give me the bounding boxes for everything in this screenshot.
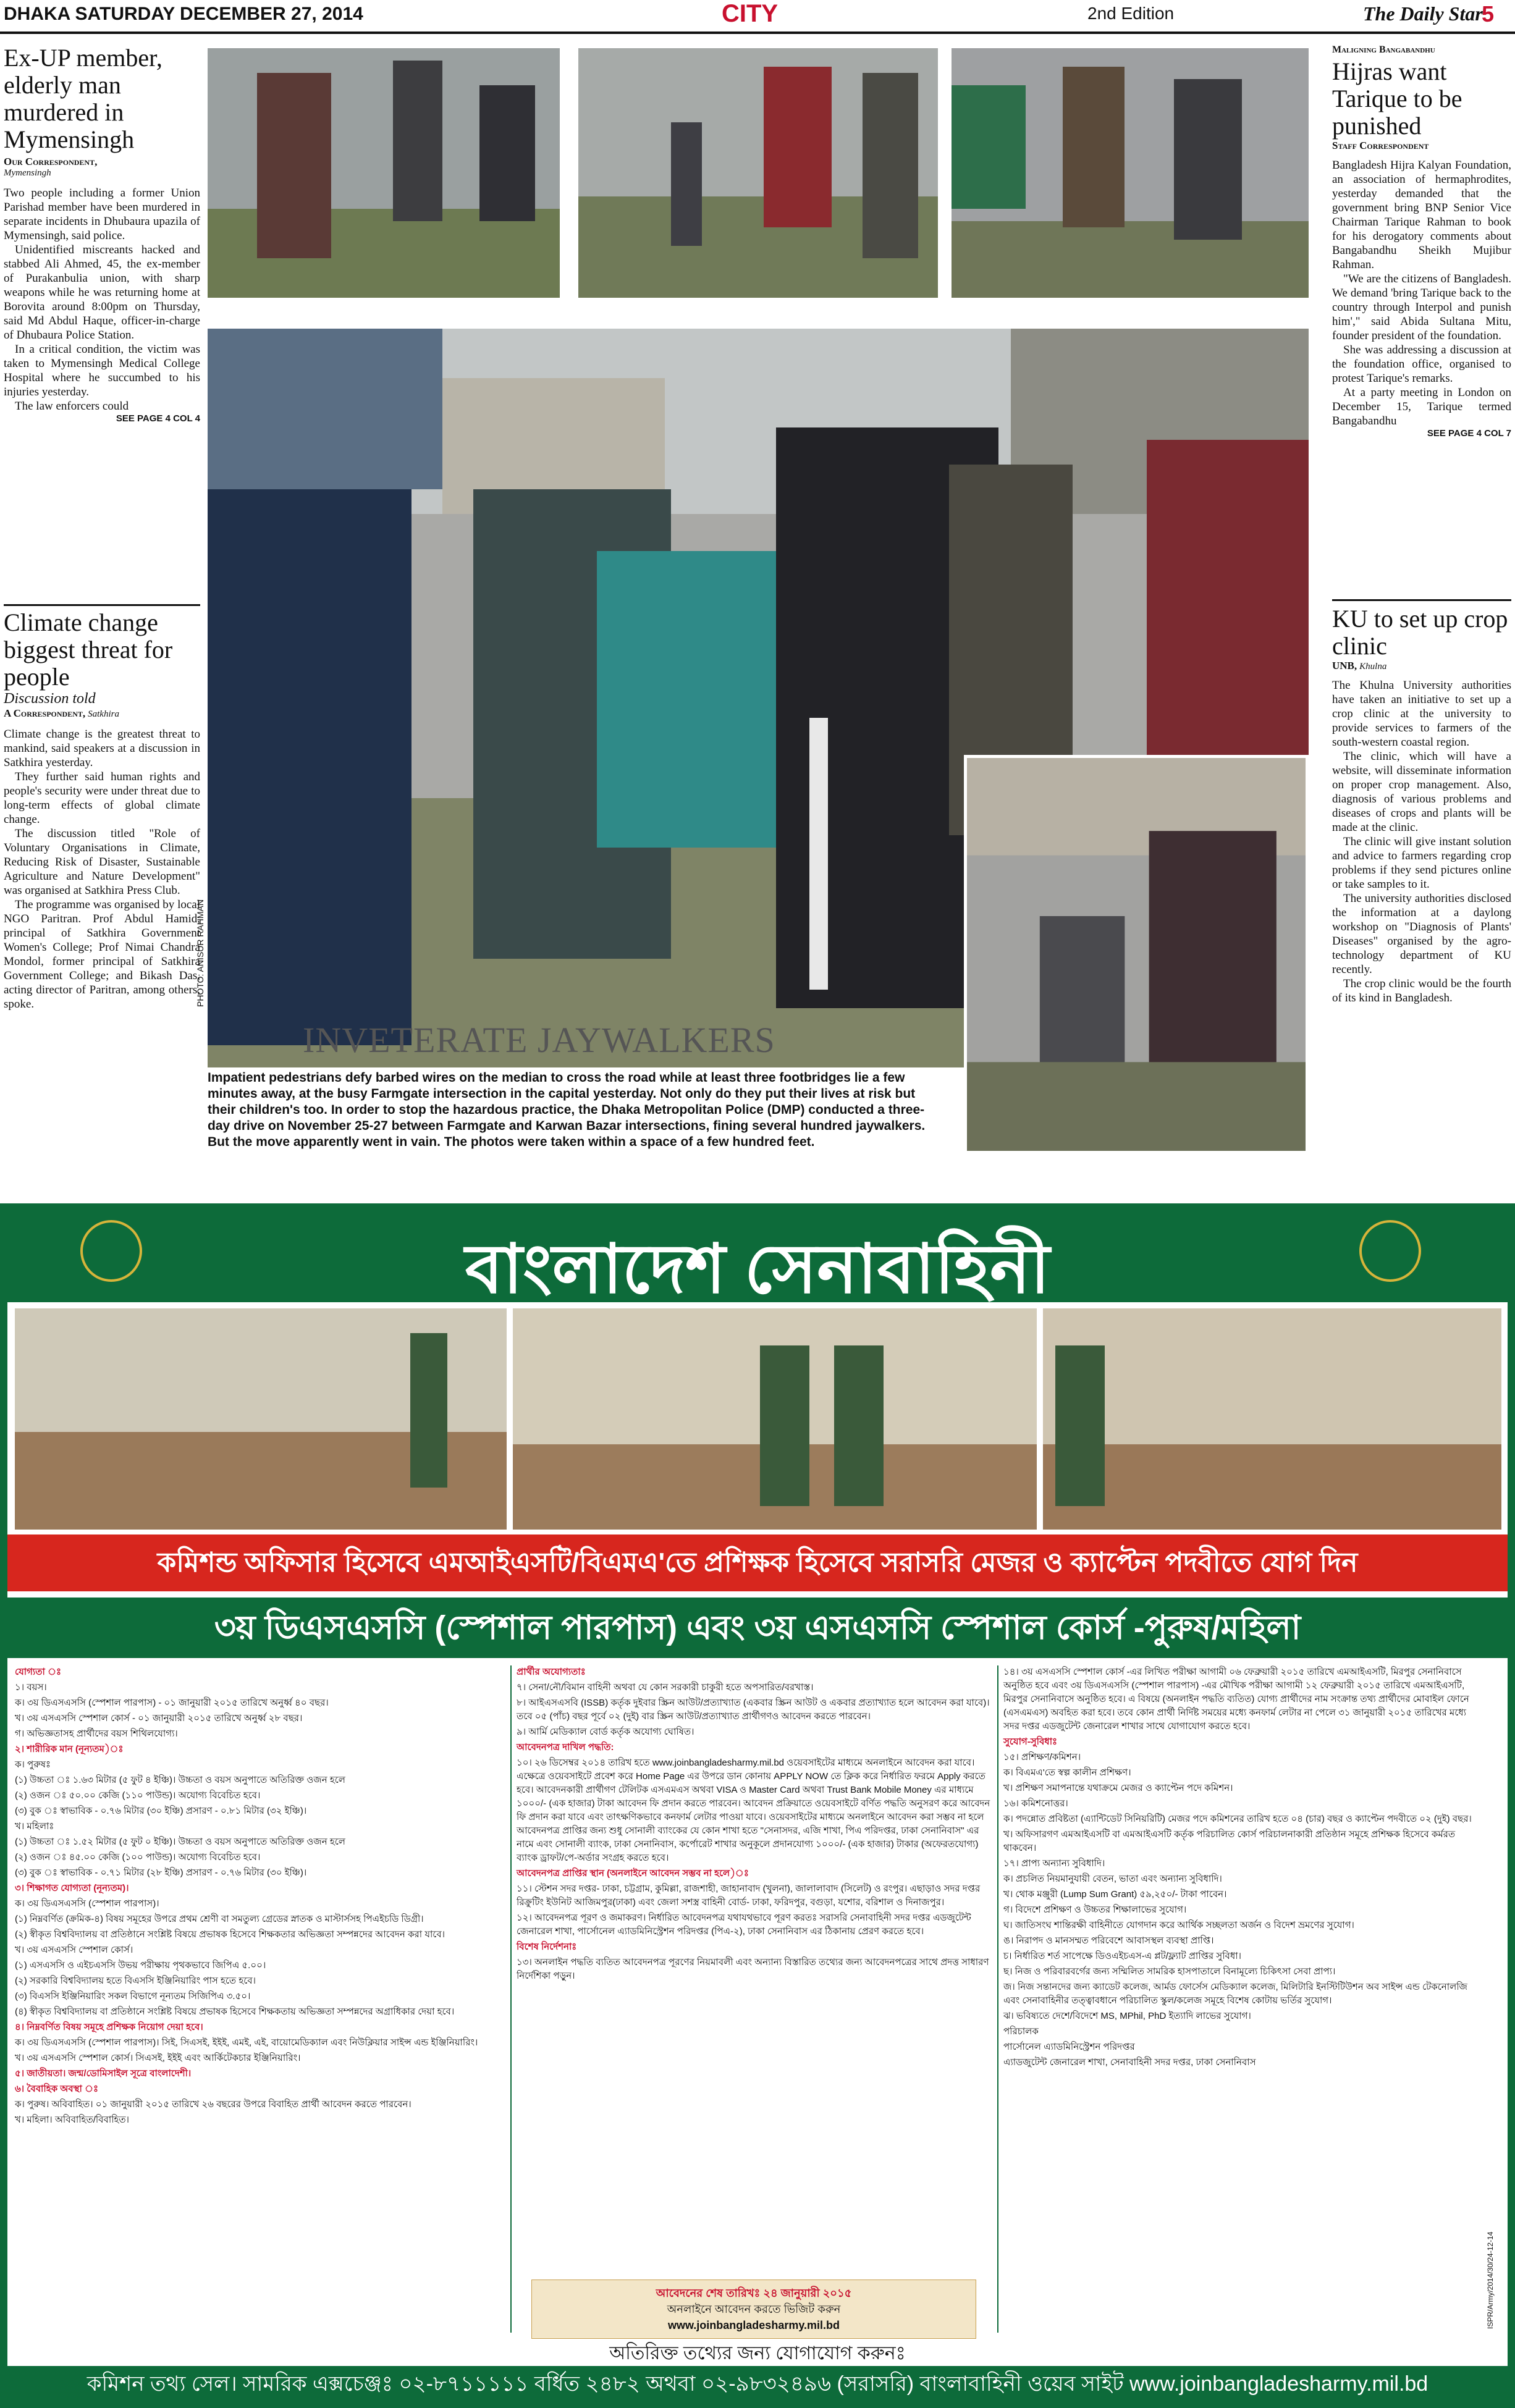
subhead: Discussion told (4, 691, 96, 707)
right-story-2 (1332, 605, 1511, 1005)
ad-line: (৩) বিএসসি ইঞ্জিনিয়ারিং সকল বিভাগে নূন্যতম সিজিপিএ ৩.৫০। (15, 1991, 251, 2002)
ad-line: (২) ওজন ঃ ৪৫.০০ কেজি (১০০ পাউন্ড)। অযোগ্য বিবেচিত হবে। (15, 1852, 261, 1863)
paragraph: The Khulna University authorities have taken an initiative to set up a crop clinic at the university to provide services to farmers of the south-western coastal region. (1332, 679, 1511, 749)
ad-line: খ। ৩য় এসএসসি স্পেশাল কোর্স। সিএসই, ইইই এবং আর্কিটেকচার ইঞ্জিনিয়ারিং। (15, 2053, 301, 2063)
masthead-date: DHAKA SATURDAY DECEMBER 27, 2014 (4, 4, 363, 24)
headline: Hijras want Tarique to be punished (1332, 57, 1462, 140)
ad-line: ১২। আবেদনপত্র পূরণ ও জমাকরণ। নির্ধারিত আবেদনপত্র যথাযথভাবে পূরণ করতঃ সরাসরি সেনাবাহিনী সদর দপ্তর এডজুটেন্ট জেনারেল শাখা, পার্সোনেল এ্যাডমিনিস্ট্রেশন পরিদপ্তর (পিএ-২), ঢাকা সেনানিবাস এর ঠিকানায় প্রেরণ করতে হবে। (517, 1913, 971, 1937)
ad-line: ক। পদন্নোত প্রবিষ্টতা (এ্যান্টিডেট সিনিয়রিটি) মেজর পদে কমিশনের তারিখ হতে ০৪ (চার) বছর ও ক্যাপ্টেন পদবীতে ০২ (দুই) বছর। (1003, 1814, 1472, 1824)
ad-line: ঝ। ভবিষ্যতে দেশে/বিদেশে MS, MPhil, PhD ইত্যাদি লাভের সুযোগ। (1003, 2011, 1251, 2021)
paragraph: They further said human rights and people's security were under threat due to long-term effects of global climate change. (4, 770, 200, 826)
jump-link[interactable]: SEE PAGE 4 COL 4 (116, 413, 200, 424)
ad-line: গ। বিদেশে প্রশিক্ষণ ও উচ্চতর শিক্ষালাভের সুযোগ। (1003, 1905, 1187, 1915)
paragraph: The clinic, which will have a website, will disseminate information on proper crop management. Also, diagnosis of various problems and diseases of crops and plants will be made at the clinic. (1332, 750, 1511, 834)
contact-line: কমিশন তথ্য সেল। সামরিক এক্সচেঞ্জঃ ০২-৮৭১১১১১ বর্ধিত ২৪৮২ অথবা ০২-৯৮৩২৪৯৬ (সরাসরি) বাংলাবাহিনী ওয়েব সাইট www.joinbangladesharmy.mil.bd (7, 2366, 1508, 2402)
photo-jaywalker-1 (208, 48, 560, 298)
ad-line: ক। ৩য় ডিএসএসসি (স্পেশাল পারপাস)। সিই, সিএসই, ইইই, এমই, এই, বায়োমেডিক্যাল এবং নিউক্লিয়ার সাইন্স এন্ড ইঞ্জিনিয়ারিং। (15, 2037, 478, 2048)
deadline-date: আবেদনের শেষ তারিখঃ ২৪ জানুয়ারী ২০১৫ (656, 2287, 852, 2299)
story-body (4, 727, 200, 1011)
page-number: 5 (1482, 1, 1495, 27)
ad-section-heading: ৬। বৈবাহিক অবস্থা ঃ (15, 2084, 99, 2094)
ad-line: ১৫। প্রশিক্ষণ/কমিশন। (1003, 1752, 1081, 1762)
section-name: CITY (722, 0, 779, 27)
ad-section-heading: ২। শারীরিক মান (নূন্যতম)ঃ (15, 1744, 124, 1754)
paragraph: The crop clinic would be the fourth of its kind in Bangladesh. (1332, 977, 1511, 1004)
ad-section-heading: যোগ্যতা ঃ (15, 1667, 62, 1677)
ad-line: ক। প্রচলিত নিয়মানুযায়ী বেতন, ভাতা এবং অন্যান্য সুবিধাদি। (1003, 1874, 1222, 1884)
divider (1332, 599, 1511, 601)
paragraph: The clinic will give instant solution and advice to farmers regarding crop problems if they send pictures online or take samples to it. (1332, 835, 1511, 891)
ad-line: ক। পুরুষঃ (15, 1759, 51, 1770)
ad-title: বাংলাদেশ সেনাবাহিনী (465, 1231, 1050, 1307)
divider (510, 1665, 512, 2333)
ad-line: ৮। আইএসএসবি (ISSB) কর্তৃক দুইবার স্ক্রিন আউট/প্রত্যাখ্যাত (একবার স্ক্রিন আউট ও একবার প্রত্যাখ্যাত হলে আবেদন করা যাবে)। তবে ০৫ (পাঁচ) বছর পূর্বে ০২ (দুই) বার স্ক্রিন আউট/প্রত্যাখ্যাত প্রার্থীগণও আবেদন করতে পারবেন। (517, 1698, 990, 1722)
paragraph: The law enforcers could (15, 400, 129, 413)
story-body (4, 186, 200, 413)
ad-line: ৯। আর্মি মেডিক্যাল বোর্ড কর্তৃক অযোগ্য ঘোষিত। (517, 1727, 694, 1737)
ad-line: (২) স্বীকৃত বিশ্ববিদ্যালয় বা প্রতিষ্ঠানে সংশ্লিষ্ট বিষয়ে প্রভাষক হিসেবে শিক্ষকতার অভিজ্ঞতা সম্পন্নদের আবেদন করা যাবে। (15, 1929, 445, 1940)
ad-line: (৪) স্বীকৃত বিশ্ববিদ্যালয় বা প্রতিষ্ঠানে সংশ্লিষ্ট বিষয়ে প্রভাষক হিসেবে শিক্ষকতায় অভিজ্ঞতা সম্পন্নদের অগ্রাধিকার দেয়া হবে। (15, 2006, 455, 2017)
story-body (1332, 158, 1511, 428)
deadline-box (531, 2280, 976, 2339)
photo-jaywalker-inset (964, 755, 1309, 1154)
byline: UNB, (1332, 660, 1357, 671)
divider (4, 604, 200, 606)
paragraph: The programme was organised by local NGO Paritran. Prof Abdul Hamid, principal of Satkhira Government Women's College; Prof Nimai Chandra Mondol, former principal of Satkhira Government College; and Bikash Das, acting director of Paritran, among others, spoke. (4, 898, 200, 1011)
ad-line: চ। নির্ধারিত শর্ত সাপেক্ষে ডিওএইচএস-এ প্লট/ফ্ল্যাট প্রাপ্তির সুবিধা। (1003, 1951, 1241, 1961)
ispr-code: ISPR/Army/2014/30/24-12-14 (1486, 2231, 1495, 2329)
ad-line: খ। প্রশিক্ষণ সমাপনান্তে যথাক্রমে মেজর ও ক্যাপ্টেন পদে কমিশন। (1003, 1783, 1233, 1793)
ad-line: ঘ। জাতিসংঘ শান্তিরক্ষী বাহিনীতে যোগদান করে আর্থিক সচ্ছলতা অর্জন ও বিদেশ ভ্রমণের সুযোগ। (1003, 1920, 1354, 1930)
ad-line: ১১। স্টেশন সদর দপ্তর- ঢাকা, চট্টগ্রাম, কুমিল্লা, রাজশাহী, জাহানাবাদ (খুলনা), জালালাবাদ (সিলেট) ও রংপুর। এছাড়াও সদর দপ্তর রিক্রুটিং ইউনিট আজিমপুর(ঢাকা) এবং জেলা সশস্ত্র বাহিনী বোর্ড- ঢাকা, ফরিদপুর, বগুড়া, যশোর, বরিশাল ও দিনাজপুর। (517, 1884, 981, 1908)
ad-line: ১৪। ৩য় এসএসসি স্পেশাল কোর্স -এর লিখিত পরীক্ষা আগামী ০৬ ফেব্রুয়ারী ২০১৫ তারিখে এমআইএসটি, মিরপুর সেনানিবাসে অনুষ্ঠিত হবে এবং ৩য় ডিএসএসসি (স্পেশাল পারপাস) -এর মৌখিক পরীক্ষা আগামী ১২ ফেব্রুয়ারী ২০১৫ তারিখে এমআইএসটি, মিরপুর সেনানিবাসে অনুষ্ঠিত হবে। এ বিষয়ে (অনলাইন পদ্ধতি ব্যতিত) যোগ্য প্রার্থীদের নাম সংক্রান্ত তথ্য প্রার্থীদের মোবাইল ফোনে (এসএমএস) অবহিত করা হবে। তবে কোন প্রার্থী নির্দিষ্ট সময়ের মধ্যে কনফার্ম লেটার না পেলে ৩১ জানুয়ারী ২০১৫ তারিখের মধ্যে সদর দপ্তর এডজুটেন্ট জেনারেল শাখার সাথে যোগাযোগ করতে হবে। (1003, 1667, 1469, 1732)
byline: Staff Correspondent (1332, 140, 1429, 151)
ad-line: এ্যাডজুটেন্ট জেনারেল শাখা, সেনাবাহিনী সদর দপ্তর, ঢাকা সেনানিবাস (1003, 2057, 1256, 2068)
paragraph: Climate change is the greatest threat to mankind, said speakers at a discussion in Satkhira yesterday. (4, 728, 200, 769)
paper-logo: The Daily Star (1363, 2, 1483, 25)
photo-credit: PHOTO: ANISUR RAHMAN (195, 899, 205, 1007)
ad-line: ক। বিএমএ'তে স্বল্প কালীন প্রশিক্ষণ। (1003, 1767, 1131, 1778)
ad-section-heading: সুযোগ-সুবিধাঃ (1003, 1737, 1058, 1747)
ad-line: খ। মহিলা। অবিবাহিত/বিবাহিত। (15, 2115, 129, 2125)
ad-line: খ। মহিলাঃ (15, 1821, 54, 1832)
paragraph: At a party meeting in London on December 15, Tarique termed Bangabandhu (1332, 386, 1511, 427)
ad-line: (২) ওজন ঃ ৫০.০০ কেজি (১১০ পাউন্ড)। অযোগ্য বিবেচিত হবে। (15, 1790, 261, 1801)
deadline-instruction: অনলাইনে আবেদন করতে ভিজিট করুন (667, 2303, 841, 2315)
ad-line: খ। থোক মঞ্জুরী (Lump Sum Grant) ৫৯,২৫০/- টাকা পাবেন। (1003, 1889, 1227, 1900)
headline: Climate change biggest threat for people (4, 608, 173, 691)
paragraph: Unidentified miscreants hacked and stabbed Ali Ahmed, 45, the ex-member of Purakanbulia union, with sharp weapons while he was returning home at Borovita around 8:00pm on Thursday, said Md Abdul Haque, officer-in-charge of Dhubaura Police Station. (4, 243, 200, 342)
jump-link[interactable]: SEE PAGE 4 COL 7 (1427, 428, 1511, 439)
ad-red-banner: কমিশন্ড অফিসার হিসেবে এমআইএসটি/বিএমএ'তে প্রশিক্ষক হিসেবে সরাসরি মেজর ও ক্যাপ্টেন পদবীতে যোগ দিন (7, 1534, 1508, 1591)
paragraph: She was addressing a discussion at the foundation office, organised to protest Tarique's remarks. (1332, 343, 1511, 385)
left-story-1 (4, 44, 200, 424)
ad-line: ৭। সেনা/নৌ/বিমান বাহিনী অথবা যে কোন সরকারী চাকুরী হতে অপসারিত/বরখাস্ত। (517, 1682, 814, 1693)
ad-line: ১। বয়স। (15, 1682, 47, 1693)
photo-jaywalker-3 (952, 48, 1309, 298)
ad-line: ঙ। নিরাপদ ও মানসম্মত পরিবেশে আবাসস্থল ব্যবস্থা প্রাপ্তি। (1003, 1935, 1214, 1946)
ad-line: ১৬। কমিশনোত্তর। (1003, 1798, 1068, 1809)
ad-line: জ। নিজ সন্তানদের জন্য ক্যাডেট কলেজ, আর্মড ফোর্সেস মেডিক্যাল কলেজ, মিলিটারি ইনস্টিটিউশন অব সাইন্স এন্ড টেকনোলজি এবং সেনাবাহিনীর তত্ত্বাবধানে পরিচালিত স্কুল/কলেজ সমূহে বিশেষ কোটায় ভর্তির সুযোগ। (1003, 1982, 1467, 2006)
ad-section-heading: বিশেষ নির্দেশনাঃ (517, 1942, 577, 1952)
ad-line: ১৩। অনলাইন পদ্ধতি ব্যতিত আবেদনপত্র পূরণের নিয়মাবলী এবং অন্যান্য বিস্তারিত তথ্যের জন্য আবেদনপত্রের সাথে প্রদত্ত সাধারণ নির্দেশিকা পড়ুন। (517, 1957, 989, 1981)
ad-line: ছ। নিজ ও পরিবারবর্গের জন্য সম্মিলিত সামরিক হাসপাতালে বিনামূল্যে চিকিৎসা সেবা প্রাপ্য। (1003, 1966, 1336, 1977)
ad-line: পার্সোনেল এ্যাডমিনিস্ট্রেশন পরিদপ্তর (1003, 2042, 1135, 2052)
ad-line: (৩) বুক ঃ স্বাভাবিক - ০.৭৬ মিটার (৩০ ইঞ্চি) প্রসারণ - ০.৮১ মিটার (৩২ ইঞ্চি)। (15, 1806, 307, 1816)
byline-place: Satkhira (88, 709, 119, 719)
ad-line: (৩) বুক ঃ স্বাভাবিক - ০.৭১ মিটার (২৮ ইঞ্চি) প্রসারণ - ০.৭৬ মিটার (৩০ ইঞ্চি)। (15, 1867, 307, 1878)
ad-line: পরিচালক (1003, 2026, 1039, 2037)
story-body (1332, 678, 1511, 1005)
ad-column-2 (517, 1665, 992, 1985)
deadline-website-link[interactable]: www.joinbangladesharmy.mil.bd (667, 2319, 840, 2331)
byline-place: Khulna (1359, 662, 1387, 671)
paragraph: The discussion titled "Role of Voluntary Organisations in Climate, Reducing Risk of Disaster, Sustainable Agriculture and Nature Development" was organised at Satkhira Press Club. (4, 827, 200, 897)
photo-title: INVETERATE JAYWALKERS (303, 1020, 775, 1060)
paragraph: In a critical condition, the victim was taken to Mymensingh Medical College Hospital where he succumbed to his injuries yesterday. (4, 343, 200, 398)
headline: KU to set up crop clinic (1332, 605, 1508, 660)
paragraph: The university authorities disclosed the information at a daylong workshop on "Diagnosis of Plants' Diseases" organised by the agro-technology department of KU recently. (1332, 892, 1511, 976)
ad-section-heading: আবেদনপত্র প্রাপ্তির স্থান (অনলাইনে আবেদন সম্ভব না হলে)ঃ (517, 1868, 749, 1879)
ad-line: (১) উচ্চতা ঃ ১.৫২ মিটার (৫ ফুট ০ ইঞ্চি)। উচ্চতা ও বয়স অনুপাতে অতিরিক্ত ওজন হলে (15, 1837, 345, 1847)
ad-column-3 (1003, 1665, 1479, 2071)
ad-line: খ। অফিসারগণ এমআইএসটি বা এমআইএসটি কর্তৃক পরিচালিত কোর্স পরিচালনাকারী প্রতিষ্ঠান সমূহে প্রশিক্ষক হিসেবে কর্মরত থাকবেন। (1003, 1829, 1456, 1853)
ad-line: খ। ৩য় এসএসসি স্পেশাল কোর্স - ০১ জানুয়ারী ২০১৫ তারিখে অনুর্ধ্ব ২৮ বছর। (15, 1713, 303, 1724)
ad-green-banner: ৩য় ডিএসএসসি (স্পেশাল পারপাস) এবং ৩য় এসএসসি স্পেশাল কোর্স -পুরুষ/মহিলা (7, 1598, 1508, 1658)
byline: Our Correspondent, (4, 156, 98, 167)
divider (997, 1665, 998, 2333)
ad-section-heading: ৪। নিম্নবর্ণিত বিষয় সমূহে প্রশিক্ষক নিয়োগ দেয়া হবে। (15, 2022, 203, 2032)
ad-section-heading: ৩। শিক্ষাগত যোগ্যতা (নূন্যতম)। (15, 1883, 129, 1893)
ad-line: ক। ৩য় ডিএসএসসি (স্পেশাল পারপাস)। (15, 1898, 159, 1909)
ad-line: ১৭। প্রাপ্য অন্যান্য সুবিধাদি। (1003, 1858, 1105, 1869)
info-line: অতিরিক্ত তথ্যের জন্য যোগাযোগ করুনঃ (7, 2341, 1508, 2366)
photo-jaywalker-2 (578, 48, 938, 298)
byline-place: Mymensingh (4, 168, 51, 178)
ad-line: (১) উচ্চতা ঃ ১.৬৩ মিটার (৫ ফুট ৪ ইঞ্চি)। উচ্চতা ও বয়স অনুপাতে অতিরিক্ত ওজন হলে (15, 1775, 345, 1785)
ad-line: (১) নিম্নবর্ণিত (ক্রমিক-৪) বিষয় সমূহের উপরে প্রথম শ্রেণী বা সমতুল্য গ্রেডের স্নাতক ও মাস্টার্সসহ পিএইচডি ডিগ্রী। (15, 1914, 424, 1924)
ad-section-heading: আবেদনপত্র দাখিল পদ্ধতি: (517, 1742, 614, 1753)
ad-line: গ। অভিজ্ঞতাসহ প্রার্থীদের বয়স শিথিলযোগ্য। (15, 1728, 178, 1739)
ad-line: (২) সরকারি বিশ্ববিদ্যালয় হতে বিএসসি ইঞ্জিনিয়ারিং পাস হতে হবে। (15, 1976, 256, 1986)
paragraph: "We are the citizens of Bangladesh. We demand 'bring Tarique back to the country through Interpol and punish him'," said Abida Sultana Mitu, founder president of the foundation. (1332, 272, 1511, 342)
ad-column-1 (15, 1665, 509, 2129)
ad-photo-3 (1043, 1308, 1501, 1530)
ad-section-heading: প্রার্থীর অযোগ্যতাঃ (517, 1667, 586, 1677)
photo-caption: Impatient pedestrians defy barbed wires on the median to cross the road while at least three footbridges lie a few minutes away, at the busy Farmgate intersection in the capital yesterday. Not only do they put their lives at risk but their children's too. In order to stop the hazardous practice, the Dhaka Metropolitan Police (DMP) conducted a three-day drive on November 25-27 between Farmgate and Karwan Bazar intersections, fining several hundred jaywalkers. But the move apparently went in vain. The photos were taken within a space of a few hundred feet. (208, 1071, 926, 1149)
byline: A Correspondent, (4, 707, 86, 719)
ad-line: খ। ৩য় এসএসসি স্পেশাল কোর্স। (15, 1945, 133, 1955)
ad-line: (১) এসএসসি ও এইচএসসি উভয় পরীক্ষায় পৃথকভাবে জিপিএ ৫.০০। (15, 1960, 266, 1971)
left-story-2 (4, 609, 200, 1011)
headline: Ex-UP member, elderly man murdered in Mymensingh (4, 44, 162, 153)
right-story-1 (1332, 44, 1511, 439)
edition-label: 2nd Edition (1087, 4, 1175, 23)
paragraph: Two people including a former Union Parishad member have been murdered in separate incidents in Dhubaura upazila of Mymensingh, said police. (4, 187, 200, 242)
ad-photo-1 (15, 1308, 507, 1530)
ad-line: ক। পুরুষ। অবিবাহিত। ০১ জানুয়ারী ২০১৫ তারিখে ২৬ বছরের উপরে বিবাহিত প্রার্থী আবেদন করতে পারবেন। (15, 2099, 411, 2110)
ad-photo-2 (513, 1308, 1037, 1530)
kicker: Maligning Bangabandhu (1332, 44, 1435, 55)
ad-line: ক। ৩য় ডিএসএসসি (স্পেশাল পারপাস) - ০১ জানুয়ারী ২০১৫ তারিখে অনুর্ধ্ব ৪০ বছর। (15, 1698, 329, 1708)
paragraph: Bangladesh Hijra Kalyan Foundation, an association of hermaphrodites, yesterday demanded that the government bring BNP Senior Vice Chairman Tarique Rahman to book for his derogatory comments about Bangabandhu Sheikh Mujibur Rahman. (1332, 159, 1511, 271)
ad-section-heading: ৫। জাতীয়তা। জন্ম/ডোমিসাইল সূত্রে বাংলাদেশী। (15, 2068, 192, 2079)
ad-line: ১০। ২৬ ডিসেম্বর ২০১৪ তারিখ হতে www.joinbangladesharmy.mil.bd ওয়েবসাইটের মাধ্যমে অনলাইনে আবেদন করা যাবে। এক্ষেত্রে ওয়েবসাইটে প্রবেশ করে Home Page এর উপরে ডান কোনায় APPLY NOW তে ক্লিক করে নির্ধারিত ফরমে Apply করতে হবে। আবেদনকারী প্রার্থীগণ টেলিটক এসএমএস অথবা VISA ও Master Card অথবা Trust Bank Mobile Money এর মাধ্যমে ১০০০/- (এক হাজার) টাকা আবেদন ফি প্রদান করতে পারবেন। আবেদন প্রক্রিয়াতে ওয়েবসাইটে বর্ণিত পদ্ধতি অনুসরণ করে আবেদন ফি প্রদান করা যাবে এবং তাৎক্ষণিকভাবে কনফার্ম লেটার পাওয়া যাবে। ওয়েবসাইটের মাধ্যমে অনলাইনে আবেদন করা সম্ভব না হলে আবেদনপত্র প্রাপ্তির জন্য শুধু সোনালী ব্যাংকের যে কোন শাখা হতে "সেনাসদর, এজি শাখা, পিএ পরিদপ্তর, ঢাকা সেনানিবাস" এর নামে এবং সোনালী ব্যাংক, ঢাকা সেনানিবাস, কর্পোরেট শাখার অনুকূলে প্রদানযোগ্য ১০০০/- (এক হাজার) টাকার (অফেরতযোগ্য) ব্যাংক ড্রাফট/পে-অর্ডার সংগ্রহ করতে হবে। (517, 1758, 990, 1863)
